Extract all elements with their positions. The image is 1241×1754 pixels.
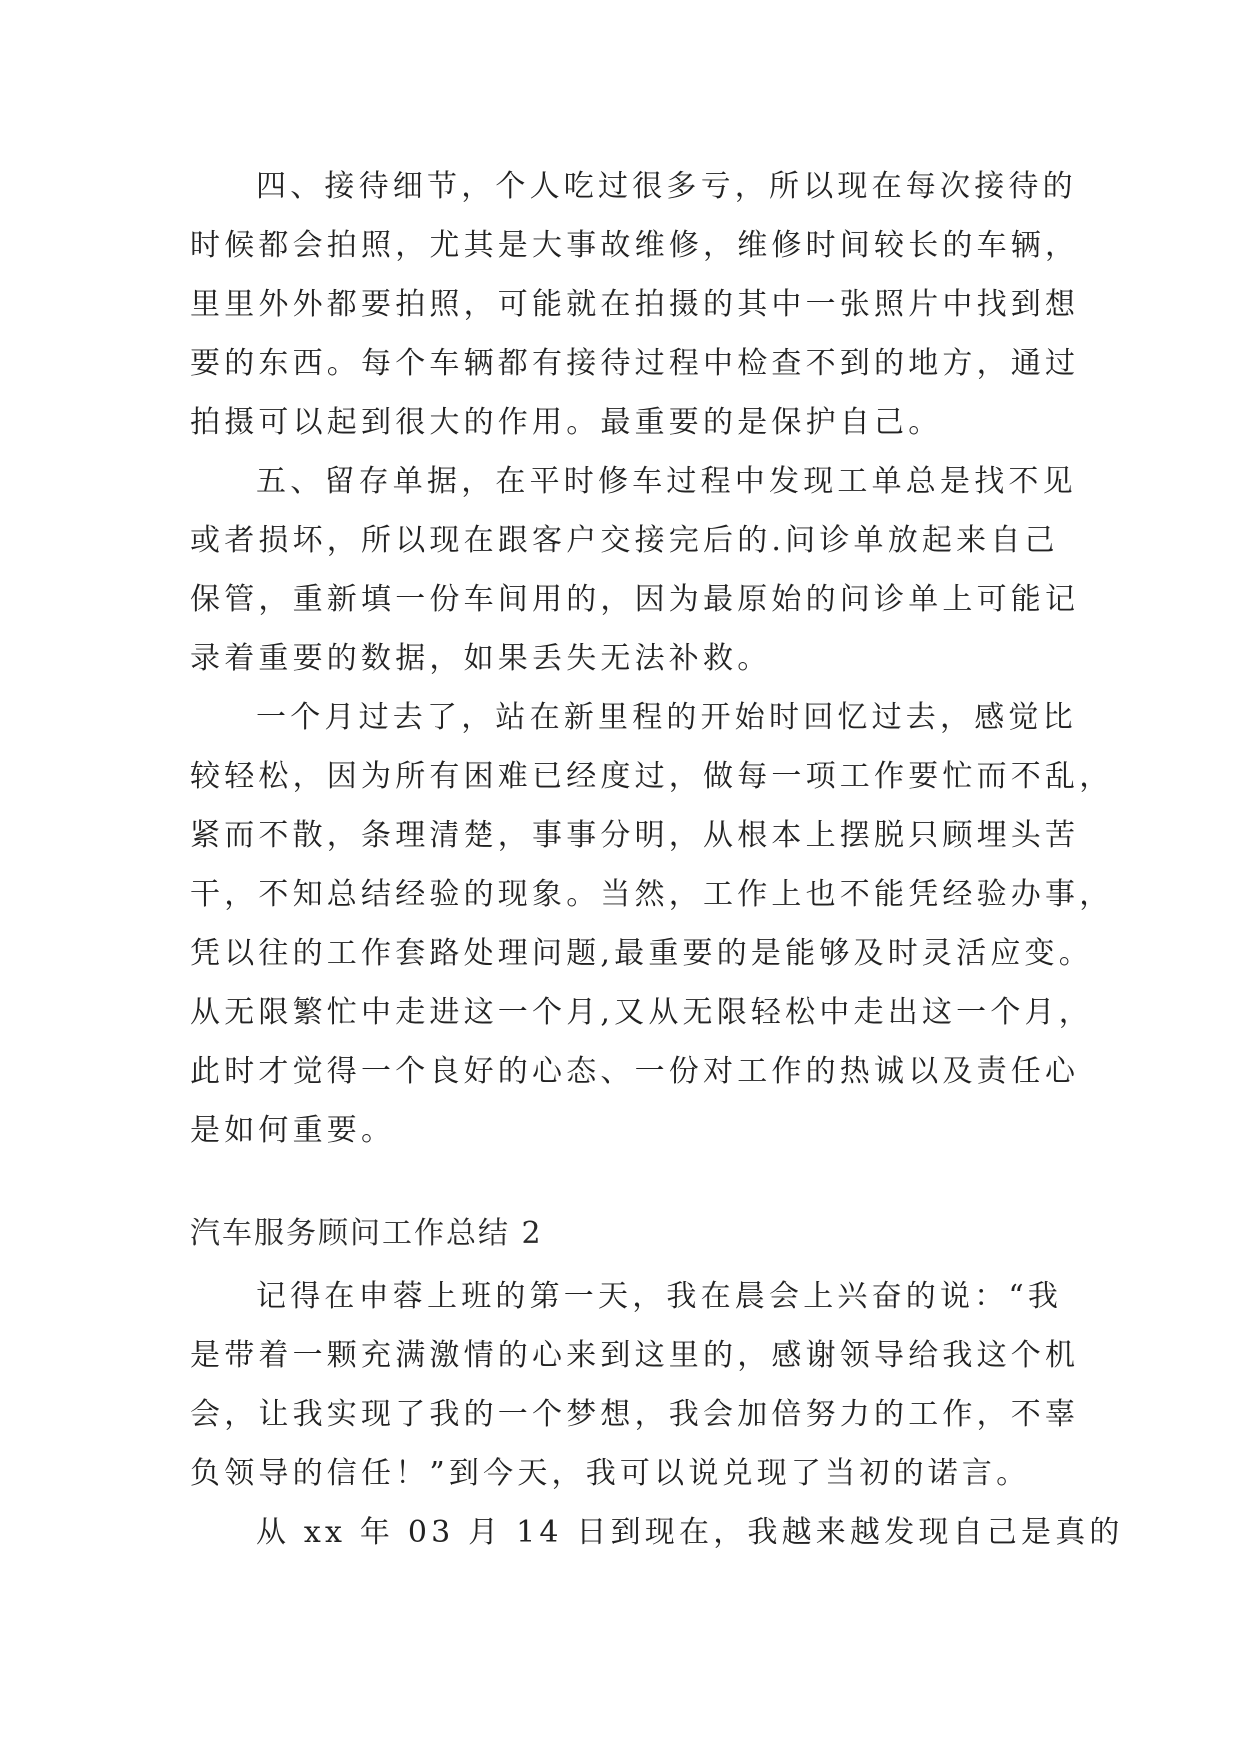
text-line: 是如何重要。 xyxy=(190,1113,396,1148)
text-line: 记得在申蓉上班的第一天，我在晨会上兴奋的说：“我 xyxy=(256,1279,1063,1314)
text-line: 里里外外都要拍照，可能就在拍摄的其中一张照片中找到想 xyxy=(190,287,1080,322)
text-line: 录着重要的数据，如果丢失无法补救。 xyxy=(190,641,772,676)
text-line: 拍摄可以起到很大的作用。最重要的是保护自己。 xyxy=(190,405,943,440)
text-line: 负领导的信任！”到今天，我可以说兑现了当初的诺言。 xyxy=(190,1456,1031,1491)
text-line: 从无限繁忙中走进这一个月,又从无限轻松中走出这一个月， xyxy=(190,995,1093,1030)
text-line: 时候都会拍照，尤其是大事故维修，维修时间较长的车辆， xyxy=(190,228,1080,263)
text-line: 干，不知总结经验的现象。当然，工作上也不能凭经验办事， xyxy=(190,877,1114,912)
text-line: 或者损坏，所以现在跟客户交接完后的.问诊单放起来自己 xyxy=(190,523,1059,558)
text-line: 保管，重新填一份车间用的，因为最原始的问诊单上可能记 xyxy=(190,582,1080,617)
text-line: 要的东西。每个车辆都有接待过程中检查不到的地方，通过 xyxy=(190,346,1080,381)
text-line: 此时才觉得一个良好的心态、一份对工作的热诚以及责任心 xyxy=(190,1054,1080,1089)
text-line: 紧而不散，条理清楚，事事分明，从根本上摆脱只顾埋头苦 xyxy=(190,818,1080,853)
text-line: 五、留存单据，在平时修车过程中发现工单总是找不见 xyxy=(256,464,1077,499)
text-line: 是带着一颗充满激情的心来到这里的，感谢领导给我这个机 xyxy=(190,1338,1080,1373)
text-line: 一个月过去了，站在新里程的开始时回忆过去，感觉比 xyxy=(256,700,1077,735)
text-line: 较轻松，因为所有困难已经度过，做每一项工作要忙而不乱， xyxy=(190,759,1114,794)
text-line: 四、接待细节，个人吃过很多亏，所以现在每次接待的 xyxy=(256,169,1077,204)
section-heading: 汽车服务顾问工作总结 2 xyxy=(190,1216,543,1251)
text-line: 会，让我实现了我的一个梦想，我会加倍努力的工作，不辜 xyxy=(190,1397,1080,1432)
text-line: 凭以往的工作套路处理问题,最重要的是能够及时灵活应变。 xyxy=(190,936,1093,971)
text-line: 从 xx 年 03 月 14 日到现在，我越来越发现自己是真的 xyxy=(256,1515,1124,1550)
